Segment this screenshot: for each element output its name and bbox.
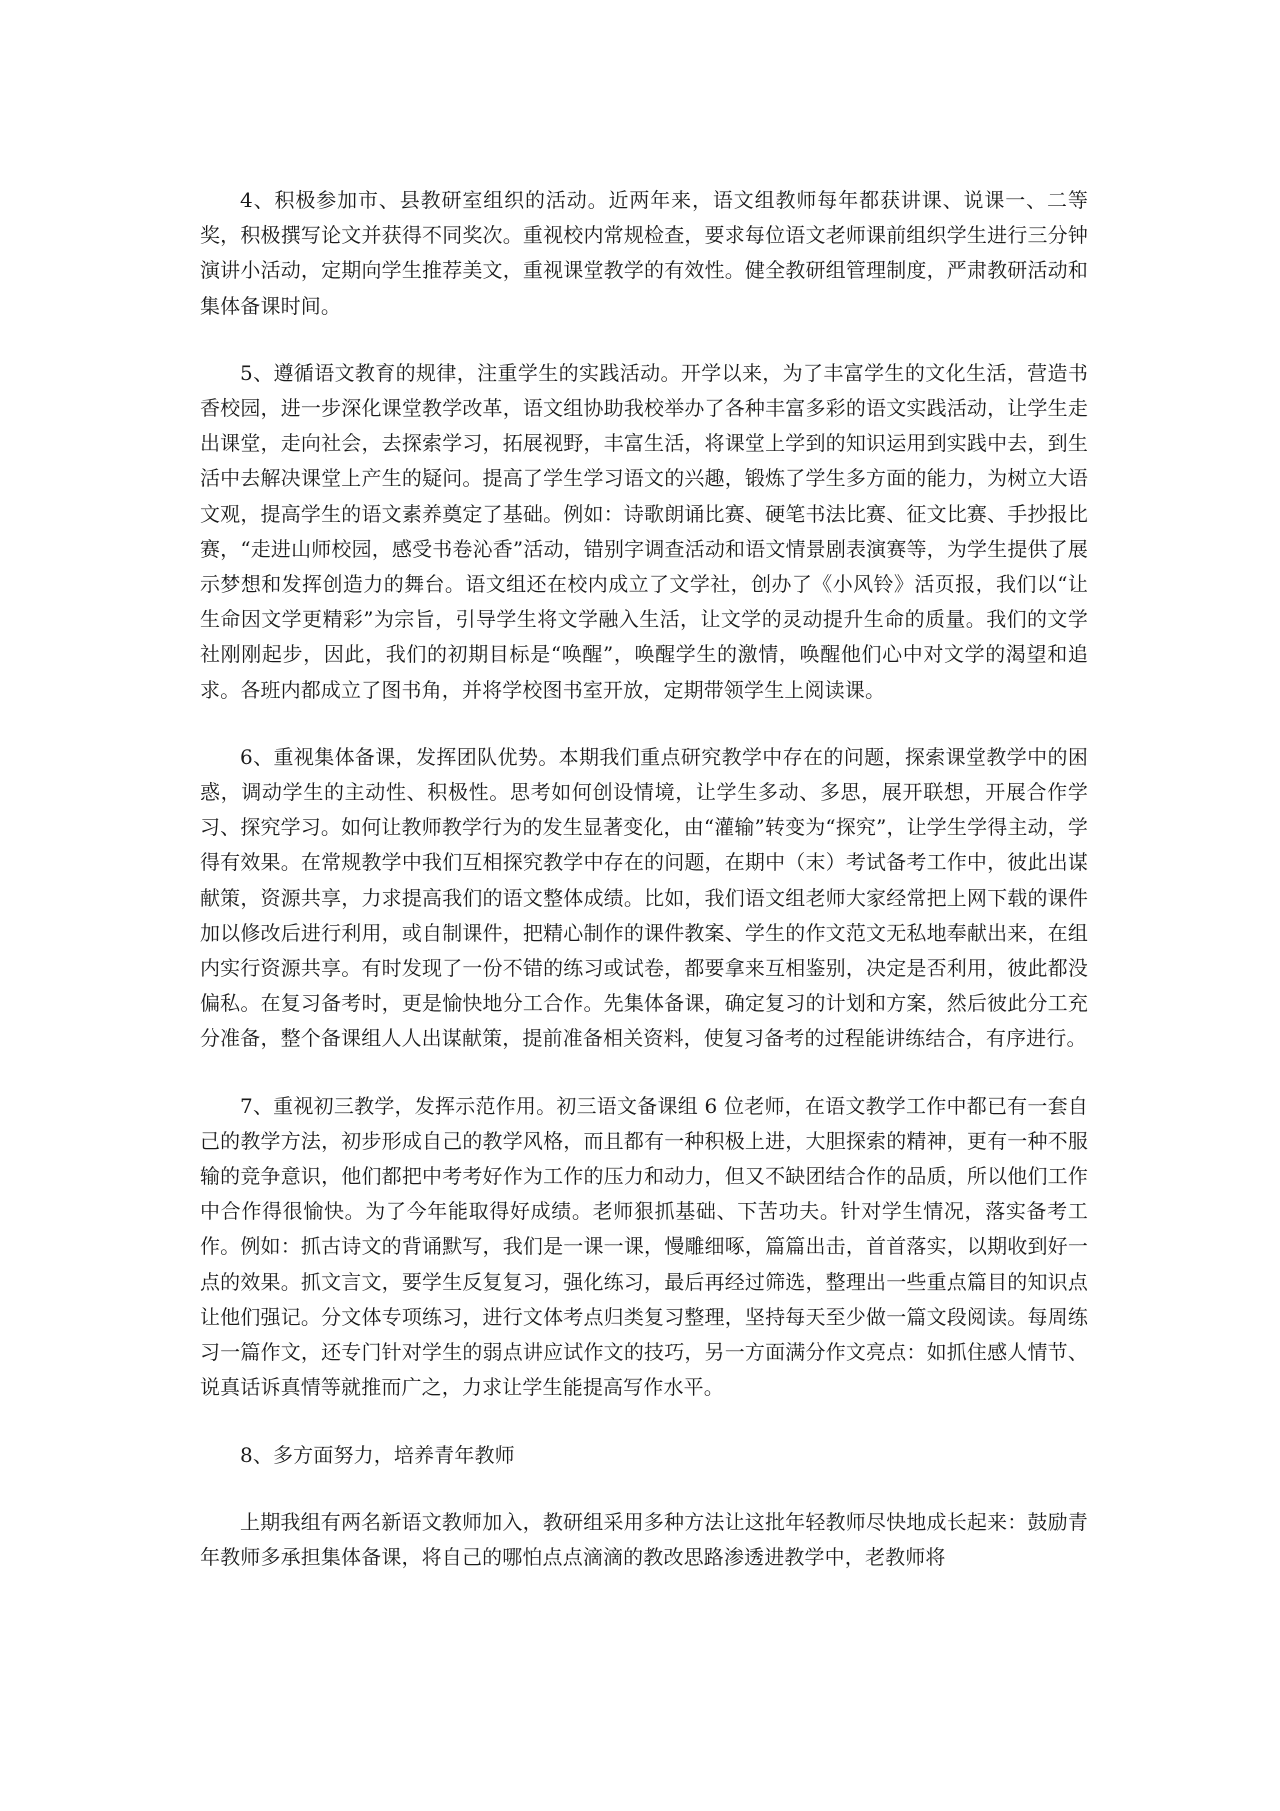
paragraph-5-chinese-practice-activities: 5、遵循语文教育的规律，注重学生的实践活动。开学以来，为了丰富学生的文化生活，营造书香校园，进一步深化课堂教学改革，语文组协助我校举办了各种丰富多彩的语文实践活动，让学生走出课堂，走向社会，去探索学习，拓展视野，丰富生活，将课堂上学到的知识运用到实践中去，到生活中去解决课堂上产生的疑问。提高了学生学习语文的兴趣，锻炼了学生多方面的能力，为树立大语文观，提高学生的语文素养奠定了基础。例如：诗歌朗诵比赛、硬笔书法比赛、征文比赛、手抄报比赛，“走进山师校园，感受书卷沁香”活动，错别字调查活动和语文情景剧表演赛等，为学生提供了展示梦想和发挥创造力的舞台。语文组还在校内成立了文学社，创办了《小风铃》活页报，我们以“让生命因文学更精彩”为宗旨，引导学生将文学融入生活，让文学的灵动提升生命的质量。我们的文学社刚刚起步，因此，我们的初期目标是“唤醒”，唤醒学生的激情，唤醒他们心中对文学的渴望和追求。各班内都成立了图书角，并将学校图书室开放，定期带领学生上阅读课。 bbox=[200, 360, 1088, 702]
paragraph-6-collective-lesson-preparation: 6、重视集体备课，发挥团队优势。本期我们重点研究教学中存在的问题，探索课堂教学中的困惑，调动学生的主动性、积极性。思考如何创设情境，让学生多动、多思，展开联想，开展合作学习、探究学习。如何让教师教学行为的发生显著变化，由“灌输”转变为“探究”，让学生学得主动，学得有效果。在常规教学中我们互相探究教学中存在的问题，在期中（末）考试备考工作中，彼此出谋献策，资源共享，力求提高我们的语文整体成绩。比如，我们语文组老师大家经常把上网下载的课件加以修改后进行利用，或自制课件，把精心制作的课件教案、学生的作文范文无私地奉献出来，在组内实行资源共享。有时发现了一份不错的练习或试卷，都要拿来互相鉴别，决定是否利用，彼此都没偏私。在复习备考时，更是愉快地分工合作。先集体备课，确定复习的计划和方案，然后彼此分工充分准备，整个备课组人人出谋献策，提前准备相关资料，使复习备考的过程能讲练结合，有序进行。 bbox=[200, 744, 1088, 1051]
paragraph-8-heading-young-teachers: 8、多方面努力，培养青年教师 bbox=[240, 1442, 515, 1467]
paragraph-young-teacher-training: 上期我组有两名新语文教师加入，教研组采用多种方法让这批年轻教师尽快地成长起来：鼓励青年教师多承担集体备课，将自己的哪怕点点滴滴的教改思路渗透进教学中，老教师将 bbox=[200, 1509, 1088, 1569]
document-page bbox=[200, 183, 1088, 1575]
paragraph-4-teaching-research-activities: 4、积极参加市、县教研室组织的活动。近两年来，语文组教师每年都获讲课、说课一、二等奖，积极撰写论文并获得不同奖次。重视校内常规检查，要求每位语文老师课前组织学生进行三分钟演讲小活动，定期向学生推荐美文，重视课堂教学的有效性。健全教研组管理制度，严肃教研活动和集体备课时间。 bbox=[200, 188, 1088, 318]
paragraph-7-grade-nine-teaching: 7、重视初三教学，发挥示范作用。初三语文备课组 6 位老师，在语文教学工作中都已有一套自己的教学方法，初步形成自己的教学风格，而且都有一种积极上进，大胆探索的精神，更有一种不服输的竞争意识，他们都把中考考好作为工作的压力和动力，但又不缺团结合作的品质，所以他们工作中合作得很愉快。为了今年能取得好成绩。老师狠抓基础、下苦功夫。针对学生情况，落实备考工作。例如：抓古诗文的背诵默写，我们是一课一课，慢雕细啄，篇篇出击，首首落实，以期收到好一点的效果。抓文言文，要学生反复复习，强化练习，最后再经过筛选，整理出一些重点篇目的知识点让他们强记。分文体专项练习，进行文体考点归类复习整理，坚持每天至少做一篇文段阅读。每周练习一篇作文，还专门针对学生的弱点讲应试作文的技巧，另一方面满分作文亮点：如抓住感人情节、说真话诉真情等就推而广之，力求让学生能提高写作水平。 bbox=[200, 1093, 1088, 1400]
